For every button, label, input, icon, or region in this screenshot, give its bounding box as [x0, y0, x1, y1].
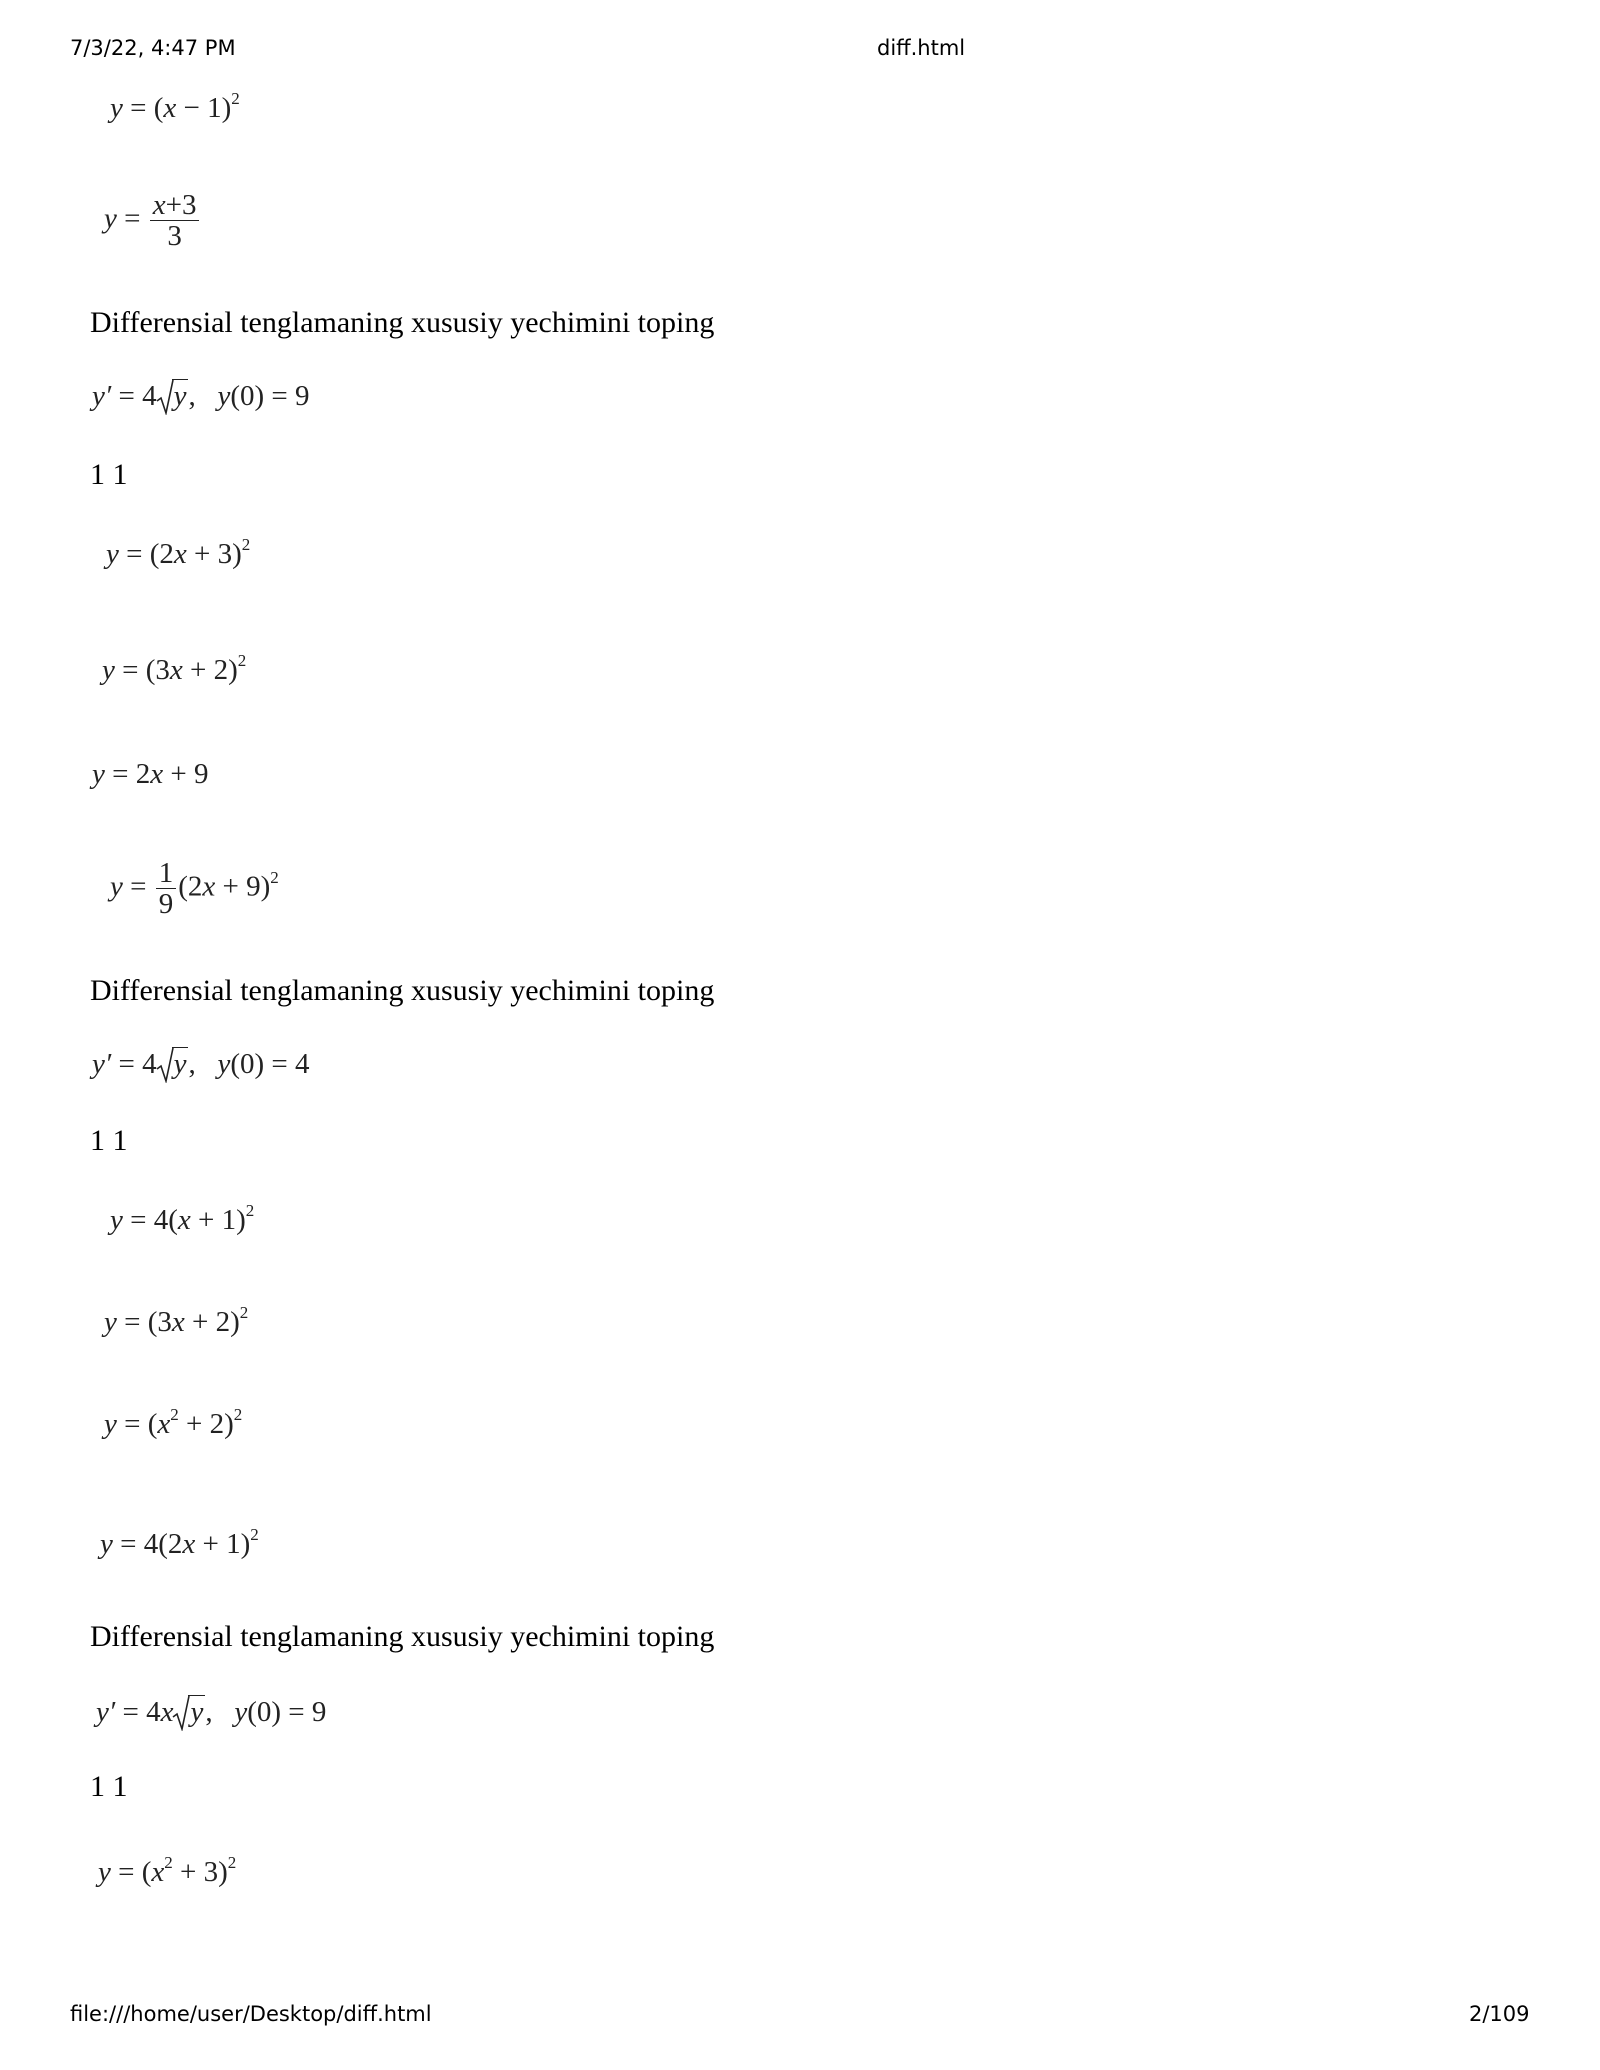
formula-question-1-option-1: $y = (2x + 3)^2$: [106, 535, 251, 570]
formula-question-1-option-4: y = $\frac{1}{9}$ $(2x + 9)^2$: [110, 857, 279, 921]
print-header-datetime: 7/3/22, 4:47 PM: [70, 36, 236, 60]
score-label: 1 1: [90, 1770, 128, 1803]
formula-question-2-option-3: $y = (x^2 + 2)^2$: [104, 1405, 243, 1440]
formula-prev-option-3: $y = (x - 1)^2$: [110, 89, 240, 124]
question-prompt: Differensial tenglamaning xususiy yechimini toping: [90, 1620, 715, 1653]
formula-question-2-equation: y′ = 4 y, y(0) = 4: [92, 1048, 310, 1080]
formula-question-2-option-2: $y = (3x + 2)^2$: [104, 1303, 249, 1338]
formula-question-3-equation: y′ = 4x y, y(0) = 9: [96, 1696, 327, 1728]
question-prompt: Differensial tenglamaning xususiy yechimini toping: [90, 306, 715, 339]
score-label: 1 1: [90, 1124, 128, 1157]
formula-question-2-option-4: $y = 4(2x + 1)^2$: [100, 1525, 259, 1560]
print-footer-page-number: 2/109: [1469, 2002, 1530, 2026]
formula-question-1-option-2: $y = (3x + 2)^2$: [102, 651, 247, 686]
formula-question-1-equation: y′ = 4 y, y(0) = 9: [92, 380, 310, 412]
print-footer-url: file:///home/user/Desktop/diff.html: [70, 2002, 432, 2026]
formula-question-1-option-3: y = 2x + 9: [92, 758, 209, 790]
formula-question-2-option-1: $y = 4(x + 1)^2$: [110, 1201, 255, 1236]
formula-question-3-option-1: $y = (x^2 + 3)^2$: [98, 1853, 237, 1888]
formula-prev-option-4: y = $\frac{x+3}{3}$: [104, 190, 201, 252]
score-label: 1 1: [90, 458, 128, 491]
question-prompt: Differensial tenglamaning xususiy yechimini toping: [90, 974, 715, 1007]
print-header-title: diff.html: [877, 36, 966, 60]
